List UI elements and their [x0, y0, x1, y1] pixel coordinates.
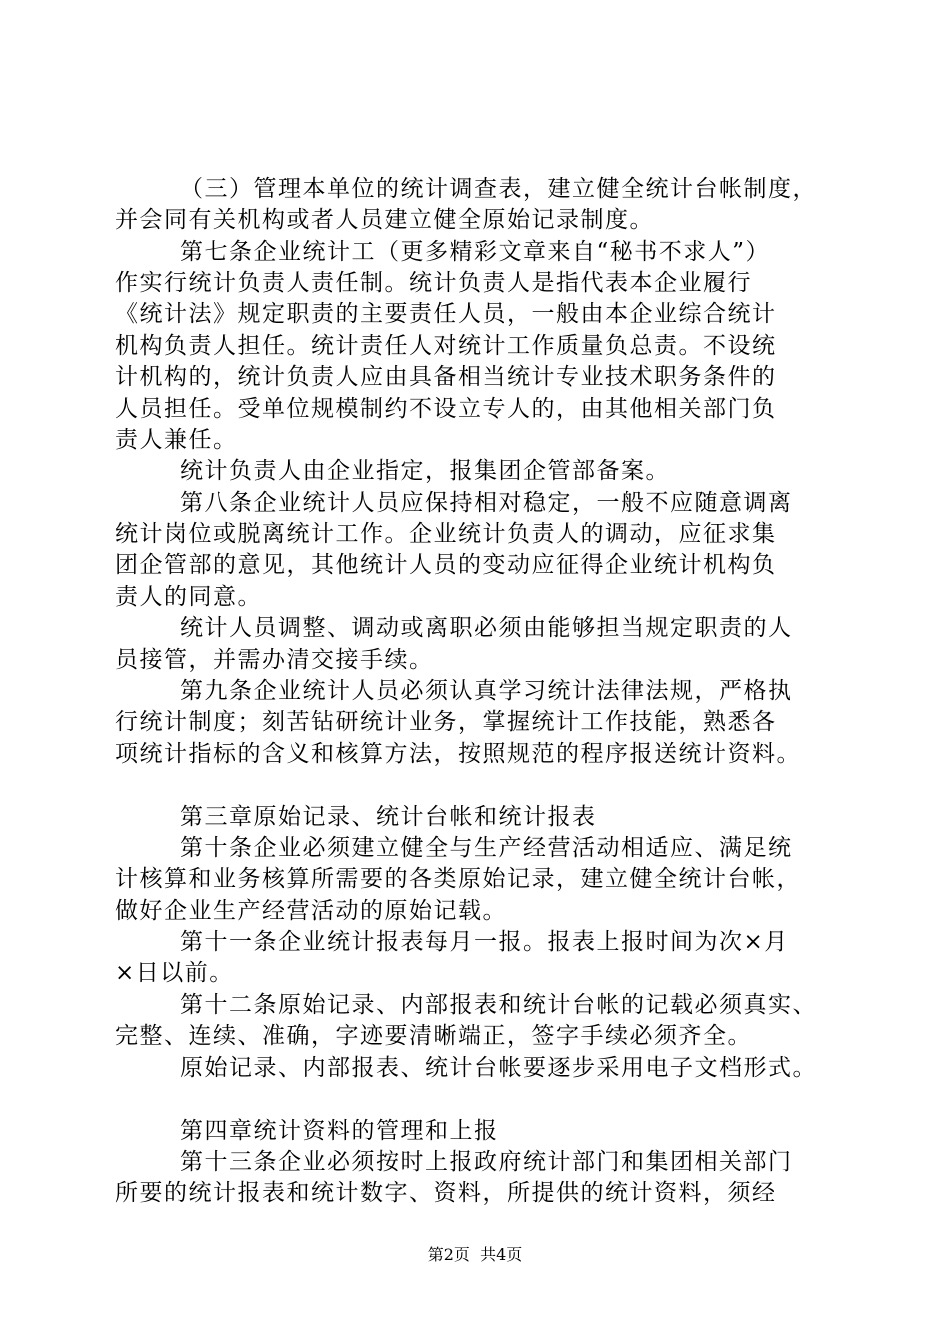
text-line: 并会同有关机构或者人员建立健全原始记录制度。	[115, 207, 654, 233]
page-footer: 第2页 共4页	[427, 1245, 523, 1264]
text-line: 做好企业生产经营活动的原始记载。	[115, 898, 507, 924]
text-line: 所要的统计报表和统计数字、资料，所提供的统计资料，须经	[115, 1180, 777, 1206]
text-line: 第十三条企业必须按时上报政府统计部门和集团相关部门	[180, 1149, 793, 1175]
text-line: 团企管部的意见，其他统计人员的变动应征得企业统计机构负	[115, 552, 777, 578]
text-line: 《统计法》规定职责的主要责任人员，一般由本企业综合统计	[115, 301, 777, 327]
text-line: （三）管理本单位的统计调查表，建立健全统计台帐制度，	[180, 176, 817, 202]
text-line: 机构负责人担任。统计责任人对统计工作质量负总责。不设统	[115, 333, 777, 359]
chapter-heading: 第四章统计资料的管理和上报	[180, 1118, 499, 1144]
text-line: 完整、连续、准确，字迹要清晰端正，签字手续必须齐全。	[115, 1023, 752, 1049]
text-line: 第十二条原始记录、内部报表和统计台帐的记载必须真实、	[180, 992, 817, 1018]
text-line: 人员担任。受单位规模制约不设立专人的，由其他相关部门负	[115, 396, 777, 422]
text-line: 第九条企业统计人员必须认真学习统计法律法规，严格执	[180, 678, 793, 704]
text-line: 员接管，并需办清交接手续。	[115, 647, 434, 673]
text-line: 项统计指标的含义和核算方法，按照规范的程序报送统计资料。	[115, 741, 801, 767]
text-line: ×日以前。	[115, 960, 234, 986]
text-line: 第八条企业统计人员应保持相对稳定，一般不应随意调离	[180, 490, 793, 516]
chapter-heading: 第三章原始记录、统计台帐和统计报表	[180, 804, 597, 830]
text-line: 第十一条企业统计报表每月一报。报表上报时间为次×月	[180, 929, 789, 955]
text-line: 第十条企业必须建立健全与生产经营活动相适应、满足统	[180, 835, 793, 861]
text-line: 原始记录、内部报表、统计台帐要逐步采用电子文档形式。	[180, 1055, 817, 1081]
text-line: 第七条企业统计工（更多精彩文章来自“秘书不求人”）	[180, 239, 771, 265]
text-line: 计核算和业务核算所需要的各类原始记录，建立健全统计台帐，	[115, 866, 801, 892]
text-line: 计机构的，统计负责人应由具备相当统计专业技术职务条件的	[115, 364, 777, 390]
text-line: 统计人员调整、调动或离职必须由能够担当规定职责的人	[180, 615, 793, 641]
text-line: 责人兼任。	[115, 427, 238, 453]
text-line: 责人的同意。	[115, 584, 262, 610]
text-line: 行统计制度；刻苦钻研统计业务，掌握统计工作技能，熟悉各	[115, 709, 777, 735]
text-line: 统计岗位或脱离统计工作。企业统计负责人的调动，应征求集	[115, 521, 777, 547]
text-line: 作实行统计负责人责任制。统计负责人是指代表本企业履行	[115, 270, 752, 296]
text-line: 统计负责人由企业指定，报集团企管部备案。	[180, 458, 670, 484]
